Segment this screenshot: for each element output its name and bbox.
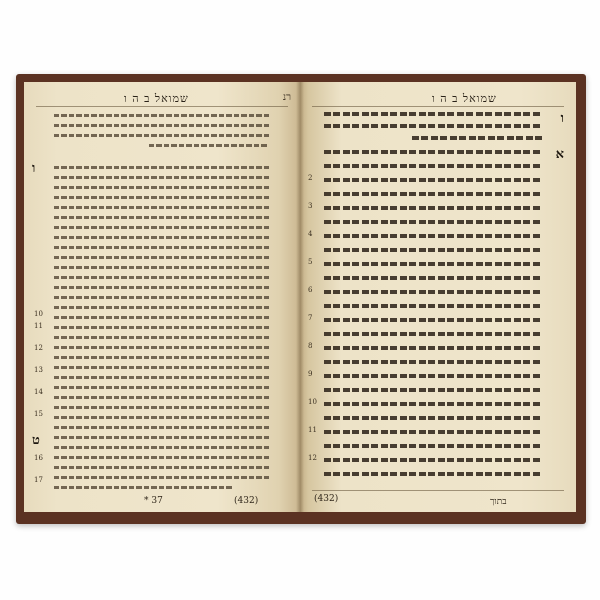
scripture-line [324,402,542,406]
scripture-line [324,290,542,294]
commentary-line [54,216,269,219]
scripture-line [324,458,542,462]
right-page-number: (432) [314,494,339,504]
scripture-line [324,360,542,364]
scripture-line [412,136,542,140]
right-catchword: בתוך [490,497,507,507]
commentary-line [54,346,269,349]
left-chapter-mark: ו [32,161,36,176]
commentary-line [54,306,269,309]
commentary-line [54,436,269,439]
commentary-line [54,476,269,479]
right-head-rule [312,106,564,107]
right-chapter-mark: ו [560,111,564,126]
left-verse-number: 17 [34,476,43,484]
commentary-line [54,166,269,169]
scripture-line [324,416,542,420]
scripture-line [324,374,542,378]
scripture-line [324,444,542,448]
scripture-line [324,430,542,434]
scripture-line [324,220,542,224]
left-running-head: שמואל ב ה ו [124,92,189,105]
scripture-line [324,262,542,266]
right-verse-number: 4 [308,230,313,238]
commentary-line [54,456,269,459]
commentary-line [54,386,269,389]
scripture-line [324,178,542,182]
right-foot-rule [312,490,564,491]
commentary-line [54,206,269,209]
commentary-line [54,286,269,289]
right-verse-number: 5 [308,258,313,266]
commentary-line [54,226,269,229]
right-verse-number: 7 [308,314,313,322]
scripture-line [324,234,542,238]
left-chapter-mark: ט [32,433,40,448]
right-verse-number: 11 [308,426,317,434]
scripture-line [324,304,542,308]
commentary-line [54,196,269,199]
scripture-line [324,332,542,336]
scripture-line [324,164,542,168]
book-gutter [296,82,304,512]
commentary-line [54,266,269,269]
right-chapter-mark: א [555,147,564,162]
left-verse-number: 14 [34,388,43,396]
left-verse-number: 13 [34,366,43,374]
scripture-line [324,192,542,196]
commentary-line [54,114,269,117]
right-verse-number: 10 [308,398,317,406]
right-verse-number: 3 [308,202,313,210]
left-verse-number: 12 [34,344,43,352]
commentary-line [54,316,269,319]
commentary-line [54,376,269,379]
left-page-tag: רנ [282,92,291,103]
left-footer-mark: * 37 [144,496,163,506]
commentary-line [54,486,234,489]
commentary-line [54,406,269,409]
right-page [300,82,576,512]
commentary-line [54,416,269,419]
commentary-line [54,246,269,249]
right-running-head: שמואל ב ה ו [432,92,497,105]
right-verse-number: 6 [308,286,313,294]
commentary-line [54,124,269,127]
commentary-line [54,366,269,369]
commentary-line [54,296,269,299]
left-verse-number: 15 [34,410,43,418]
commentary-line [54,356,269,359]
scripture-line [324,346,542,350]
commentary-line [54,446,269,449]
commentary-line [149,144,269,147]
right-verse-number: 8 [308,342,313,350]
left-verse-number: 11 [34,322,43,330]
right-verse-number: 9 [308,370,313,378]
commentary-line [54,396,269,399]
left-verse-number: 10 [34,310,43,318]
scripture-line [324,276,542,280]
commentary-line [54,186,269,189]
scripture-line [324,248,542,252]
commentary-line [54,326,269,329]
commentary-line [54,256,269,259]
commentary-line [54,134,269,137]
right-verse-number: 2 [308,174,313,182]
left-verse-number: 16 [34,454,43,462]
scripture-line [324,150,542,154]
scripture-line [324,124,542,128]
commentary-line [54,236,269,239]
commentary-line [54,336,269,339]
left-commentary [24,82,301,512]
scripture-line [324,388,542,392]
commentary-line [54,276,269,279]
scripture-line [324,206,542,210]
commentary-line [54,426,269,429]
right-verse-number: 12 [308,454,317,462]
scripture-line [324,472,542,476]
left-page-number: (432) [234,496,259,506]
scripture-line [324,318,542,322]
scripture-line [324,112,542,116]
commentary-line [54,176,269,179]
left-page [24,82,301,512]
commentary-line [54,466,269,469]
